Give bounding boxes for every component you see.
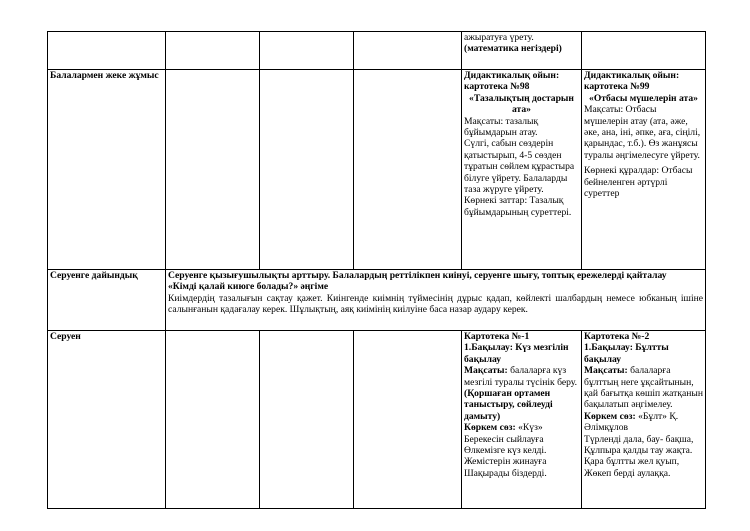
cell-empty [166, 331, 260, 509]
poem-line: Жөкеп берді аулаққа. [584, 467, 671, 479]
cell-walk-col6 [582, 331, 706, 509]
card-number: Картотека №-1 [464, 331, 530, 342]
cell-empty [354, 331, 462, 509]
text-line: Мақсаты: Отбасы мүшелерін атау (ата, әже, әке, ана, іні, әпке, аға, сіңілі, қарындас, т.б.). Өз жанұясы туралы әңгімелесуге үйрету. [584, 104, 701, 161]
cell-individual-col6 [582, 70, 706, 270]
goal-text: балаларға күз мезгілі туралы түсінік беру. [464, 365, 578, 388]
cell-individual-col5 [462, 70, 582, 270]
text-line: Көрнекі құралдар: Отбасы бейнеленген әртүрлі суреттер [584, 165, 693, 200]
cell-empty [260, 32, 354, 70]
goal-line [584, 365, 703, 411]
table-row-prep [48, 270, 706, 331]
cell-empty [260, 70, 354, 270]
text-line: ажыратуға үрету. [464, 32, 534, 43]
card-number: Картотека №-2 [584, 331, 650, 342]
text-line: Мақсаты: тазалық бұйымдарын атау. [464, 115, 539, 139]
word-text: «Күз» [515, 422, 543, 434]
goal-text: балаларға бұлттың неге ұқсайтынын, қай бағытқа көшіп жатқанын бақылатып әңгімелеу. [584, 365, 703, 411]
cell-empty [354, 32, 462, 70]
poem-line: Өлкемізге күз келді. [464, 445, 547, 457]
poem-line: Жемістерін жинауға [464, 456, 547, 468]
cell-empty [166, 32, 260, 70]
goal-label: Мақсаты: [584, 365, 628, 377]
word-label: Көркем сөз: [584, 410, 636, 422]
goal-label: Мақсаты: [464, 365, 508, 377]
game-title: «Тазалықтың достарын ата» [469, 92, 574, 116]
table-row-top [48, 32, 706, 70]
plan-table [47, 31, 706, 509]
observation-title: 1.Бақылау: Күз мезгілін бақылау [464, 342, 569, 365]
subject-tag: (математика негіздері) [464, 43, 562, 55]
game-heading: Дидактикалық ойын: картотека №99 [584, 70, 680, 93]
poem-line: Шақырады біздерді. [464, 467, 547, 479]
subject-tag: (Қоршаған ортамен таныстыру, сөйлеуді дамыту) [464, 388, 553, 422]
prep-title: Серуенге қызығушылықты арттыру. Балалардың реттілікпен киінуі, серуенге шығу, топтық ережелерді қайталау [168, 270, 667, 281]
word-line [464, 422, 579, 433]
game-title: «Отбасы мүшелерін ата» [589, 92, 698, 104]
cell-prep-content [166, 270, 706, 331]
text-line: Сүлгі, сабын сөздерін қатыстырып, 4-5 сөзден тұратын сөйлем құрастыра білуге үйрету. Балаларды таза жүруге үйрету. [464, 138, 575, 196]
text-line: Көрнекі заттар: Тазалық бұйымдарының суреттері. [464, 195, 572, 218]
goal-line [464, 365, 579, 388]
cell-empty [166, 70, 260, 270]
table-row-walk [48, 331, 706, 509]
row-label-individual: Балалармен жеке жұмыс [48, 70, 166, 270]
game-heading: Дидактикалық ойын: картотека №98 [464, 70, 560, 93]
word-text: «Бұлт» Қ. Әлімқұлов [584, 410, 679, 434]
conversation-tail: әңгіме [298, 281, 329, 293]
conversation-title: «Кімді қалай киюге болады?» [168, 281, 299, 293]
word-label: Көркем сөз: [464, 422, 516, 434]
cell-empty [48, 32, 166, 70]
poem-line: Берекесін сыйлауға [464, 433, 544, 445]
cell-top-col5 [462, 32, 582, 70]
word-line [584, 411, 703, 434]
row-label-walk: Серуен [48, 331, 166, 509]
row-label-prep: Серуенге дайындық [48, 270, 166, 331]
cell-empty [260, 331, 354, 509]
prep-body: Киімдердің тазалығын сақтау қажет. Киінгенде киімнің түймесінің дұрыс қадап, көйлекті шалбардың немесе юбканың ішіне салынғанын қадағалау керек. Шұлықтың, аяқ киімінің киілуіне баса назар аудару керек. [168, 292, 703, 316]
table-row-individual [48, 70, 706, 270]
cell-empty [354, 70, 462, 270]
poem-line: Қара бұлтты жел қуып, [584, 456, 680, 468]
poem-line: Түрленді дала, бау- бақша, [584, 433, 694, 445]
cell-empty [582, 32, 706, 70]
cell-walk-col5 [462, 331, 582, 509]
poem-line: Құлпыра қалды тау жақта. [584, 445, 693, 457]
conversation-line [168, 281, 703, 292]
observation-title: 1.Бақылау: Бұлтты бақылау [584, 342, 669, 365]
